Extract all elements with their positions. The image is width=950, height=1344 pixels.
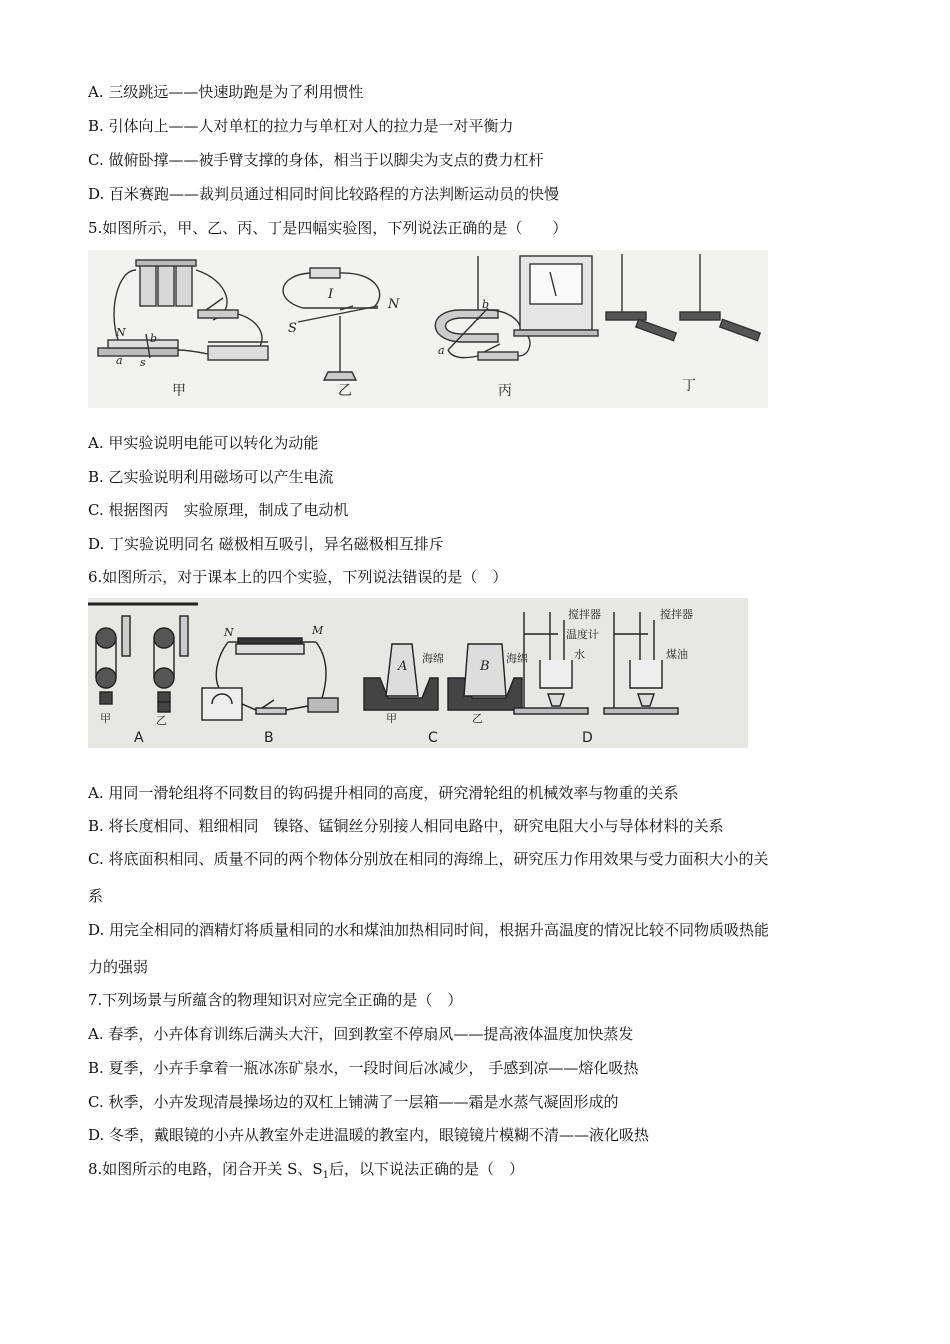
q5-option-d: D. 丁实验说明同名 磁极相互吸引，异名磁极相互排斥 bbox=[88, 535, 444, 553]
q7-option-b: B. 夏季，小卉手拿着一瓶冰冻矿泉水，一段时间后冰减少， 手感到凉——熔化吸热 bbox=[88, 1059, 639, 1077]
q5-fig-ding-apparatus bbox=[606, 254, 760, 341]
q5-jia-label-s: s bbox=[140, 356, 146, 369]
q6-fig-b-circuit bbox=[202, 638, 338, 720]
q7-option-d: D. 冬季，戴眼镜的小卉从教室外走进温暖的教室内，眼镜镜片模糊不清——液化吸热 bbox=[88, 1126, 650, 1144]
q6-figure bbox=[88, 598, 748, 748]
q5-yi-label-i: I bbox=[328, 287, 334, 302]
q6-option-c: C. 将底面积相同、质量不同的两个物体分别放在相同的海绵上，研究压力作用效果与受力面积大小的关 bbox=[88, 850, 769, 868]
q5-yi-label-s: S bbox=[288, 321, 297, 336]
q6-b-label-n: N bbox=[224, 626, 234, 639]
q6-c-label-b: B bbox=[480, 659, 490, 674]
q6-fig-label-d: D bbox=[582, 730, 593, 746]
q6-d-stirrer-1: 搅拌器 bbox=[568, 608, 601, 621]
q4-option-d: D. 百米赛跑——裁判员通过相同时间比较路程的方法判断运动员的快慢 bbox=[88, 185, 560, 203]
q8-stem bbox=[88, 1159, 524, 1186]
q6-c-sponge-2: 海绵 bbox=[506, 652, 528, 665]
q4-option-a: A. 三级跳远——快速助跑是为了利用惯性 bbox=[88, 83, 364, 101]
q5-stem: 5.如图所示，甲、乙、丙、丁是四幅实验图，下列说法正确的是（ ） bbox=[88, 219, 568, 237]
q6-option-c-cont: 系 bbox=[88, 887, 104, 905]
q8-stem-sub: 1 bbox=[322, 1170, 330, 1181]
q6-d-stirrer-2: 搅拌器 bbox=[660, 608, 693, 621]
q6-option-a: A. 用同一滑轮组将不同数目的钩码提升相同的高度，研究滑轮组的机械效率与物重的关系 bbox=[88, 784, 679, 802]
q5-fig-label-yi: 乙 bbox=[338, 383, 352, 399]
q5-option-a: A. 甲实验说明电能可以转化为动能 bbox=[88, 434, 319, 452]
q6-d-kerosene: 煤油 bbox=[666, 648, 688, 661]
q6-fig-a-pulleys bbox=[88, 604, 198, 712]
q4-option-b: B. 引体向上——人对单杠的拉力与单杠对人的拉力是一对平衡力 bbox=[88, 117, 514, 135]
q7-stem: 7.下列场景与所蕴含的物理知识对应完全正确的是（ ） bbox=[88, 991, 463, 1009]
q5-bing-label-a: a bbox=[438, 344, 445, 357]
q5-option-b: B. 乙实验说明利用磁场可以产生电流 bbox=[88, 468, 334, 486]
q6-c-sub-yi: 乙 bbox=[472, 712, 483, 725]
q6-fig-label-c: C bbox=[428, 730, 438, 746]
q5-jia-label-n: N bbox=[116, 326, 126, 339]
q6-b-label-m: M bbox=[312, 624, 324, 637]
q6-a-sub-yi: 乙 bbox=[156, 714, 167, 727]
q5-bing-label-b: b bbox=[482, 298, 490, 311]
q7-option-c: C. 秋季，小卉发现清晨操场边的双杠上铺满了一层箱——霜是水蒸气凝固形成的 bbox=[88, 1093, 619, 1111]
q5-fig-label-ding: 丁 bbox=[682, 378, 696, 394]
q6-d-thermometer: 温度计 bbox=[566, 628, 599, 641]
q5-fig-label-jia: 甲 bbox=[172, 383, 186, 399]
q6-c-sponge-1: 海绵 bbox=[422, 652, 444, 665]
q5-jia-label-b: b bbox=[150, 332, 158, 345]
q6-c-label-a: A bbox=[398, 659, 408, 674]
q5-option-c: C. 根据图丙 实验原理，制成了电动机 bbox=[88, 501, 349, 519]
q6-option-b: B. 将长度相同、粗细相同 镍铬、锰铜丝分别接人相同电路中，研究电阻大小与导体材料的关系 bbox=[88, 817, 724, 835]
q5-fig-label-bing: 丙 bbox=[498, 383, 512, 399]
q6-c-sub-jia: 甲 bbox=[386, 712, 397, 725]
q4-option-c: C. 做俯卧撑——被手臂支撑的身体，相当于以脚尖为支点的费力杠杆 bbox=[88, 151, 544, 169]
q5-yi-label-n: N bbox=[388, 297, 400, 312]
q6-option-d-cont: 力的强弱 bbox=[88, 958, 149, 976]
q6-stem: 6.如图所示，对于课本上的四个实验，下列说法错误的是（ ） bbox=[88, 568, 508, 586]
q6-fig-label-b: B bbox=[264, 730, 274, 746]
q5-figure bbox=[88, 250, 768, 408]
q6-fig-label-a: A bbox=[134, 730, 144, 746]
q5-jia-label-a: a bbox=[116, 354, 123, 367]
q5-fig-bing-apparatus bbox=[435, 256, 598, 360]
q6-a-sub-jia: 甲 bbox=[100, 712, 111, 725]
q7-option-a: A. 春季，小卉体育训练后满头大汗，回到教室不停扇风——提高液体温度加快蒸发 bbox=[88, 1025, 634, 1043]
q5-fig-yi-apparatus bbox=[283, 268, 380, 380]
q8-stem-prefix: 8.如图所示的电路，闭合开关 S、S bbox=[88, 1160, 323, 1178]
q5-fig-jia-apparatus bbox=[98, 260, 268, 360]
q6-d-water: 水 bbox=[574, 648, 585, 661]
q6-option-d: D. 用完全相同的酒精灯将质量相同的水和煤油加热相同时间，根据升高温度的情况比较不同物质吸热能 bbox=[88, 921, 770, 939]
q8-stem-suffix: 后，以下说法正确的是（ ） bbox=[329, 1160, 525, 1178]
